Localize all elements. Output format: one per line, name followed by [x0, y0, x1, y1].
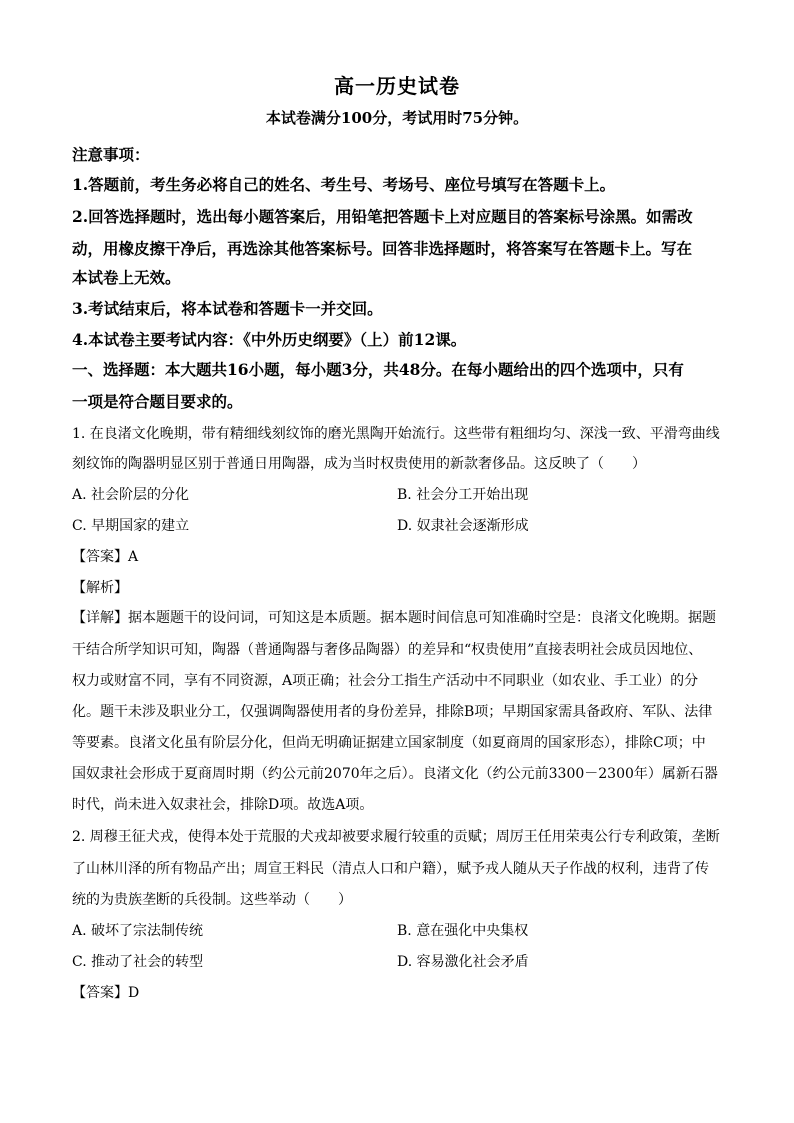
q1-detail: 时代，尚未进入奴隶社会，排除D项。故选A项。: [72, 797, 374, 813]
q2-option-b: B. 意在强化中央集权: [397, 923, 529, 939]
notes-line: 2.回答选择题时，选出每小题答案后，用铅笔把答题卡上对应题目的答案标号涂黑。如需改: [72, 207, 693, 226]
q2-option-d: D. 容易激化社会矛盾: [397, 954, 529, 970]
section-heading-cont: 一项是符合题目要求的。: [72, 392, 243, 411]
q1-detail: 等要素。良渚文化虽有阶层分化，但尚无明确证据建立国家制度（如夏商周的国家形态），排除C项；中: [72, 735, 706, 751]
q2-stem: 2. 周穆王征犬戎，使得本处于荒服的犬戎却被要求履行较重的贡赋；周厉王任用荣夷公行专利政策，垄断: [72, 829, 720, 845]
notes-line: 3.考试结束后，将本试卷和答题卡一并交回。: [72, 299, 383, 318]
notes-line: 4.本试卷主要考试内容：《中外历史纲要》（上）前12课。: [72, 330, 467, 349]
q1-option-d: D. 奴隶社会逐渐形成: [397, 518, 529, 534]
notes-heading: 注意事项：: [72, 145, 150, 164]
q1-detail: 干结合所学知识可知，陶器（普通陶器与奢侈品陶器）的差异和“权贵使用”直接表明社会成员因地位、: [72, 642, 703, 658]
q1-detail: 权力或财富不同，享有不同资源，A项正确；社会分工指生产活动中不同职业（如农业、手工业）的分: [72, 673, 699, 689]
q1-detail: 国奴隶社会形成于夏商周时期（约公元前2070年之后）。良渚文化（约公元前3300－2300年）属新石器: [72, 766, 718, 782]
q1-answer: 【答案】A: [72, 549, 139, 565]
q1-detail: 【详解】据本题题干的设问词，可知这是本质题。据本题时间信息可知准确时空是：良渚文化晚期。据题: [72, 610, 716, 626]
q1-option-b: B. 社会分工开始出现: [397, 487, 529, 503]
section-heading: 一、选择题：本大题共16小题，每小题3分，共48分。在每小题给出的四个选项中，只有: [72, 360, 684, 379]
notes-line: 1.答题前，考生务必将自己的姓名、考生号、考场号、座位号填写在答题卡上。: [72, 175, 616, 194]
q2-answer: 【答案】D: [72, 985, 140, 1001]
q1-stem: 刻纹饰的陶器明显区别于普通日用陶器，成为当时权贵使用的新款奢侈品。这反映了（ ）: [72, 456, 646, 472]
q1-stem: 1. 在良渚文化晚期，带有精细线刻纹饰的磨光黑陶开始流行。这些带有粗细均匀、深浅一致、平滑弯曲线: [72, 426, 720, 442]
q1-detail: 化。题干未涉及职业分工，仅强调陶器使用者的身份差异，排除B项；早期国家需具备政府、军队、法律: [72, 704, 713, 720]
notes-line: 本试卷上无效。: [72, 268, 181, 287]
q2-option-a: A. 破坏了宗法制传统: [72, 923, 204, 939]
q1-option-c: C. 早期国家的建立: [72, 518, 190, 534]
q2-option-c: C. 推动了社会的转型: [72, 954, 204, 970]
q1-analysis-label: 【解析】: [72, 580, 128, 596]
q2-stem: 了山林川泽的所有物品产出；周宣王料民（清点人口和户籍），赋予戎人随从天子作战的权利，违背了传: [72, 861, 709, 877]
q1-option-a: A. 社会阶层的分化: [72, 487, 190, 503]
notes-line: 动，用橡皮擦干净后，再选涂其他答案标号。回答非选择题时，将答案写在答题卡上。写在: [72, 239, 693, 258]
exam-info: 本试卷满分100分，考试用时75分钟。: [265, 109, 529, 127]
q2-stem: 统的为贵族垄断的兵役制。这些举动（ ）: [72, 892, 352, 908]
page-title: 高一历史试卷: [334, 74, 460, 98]
